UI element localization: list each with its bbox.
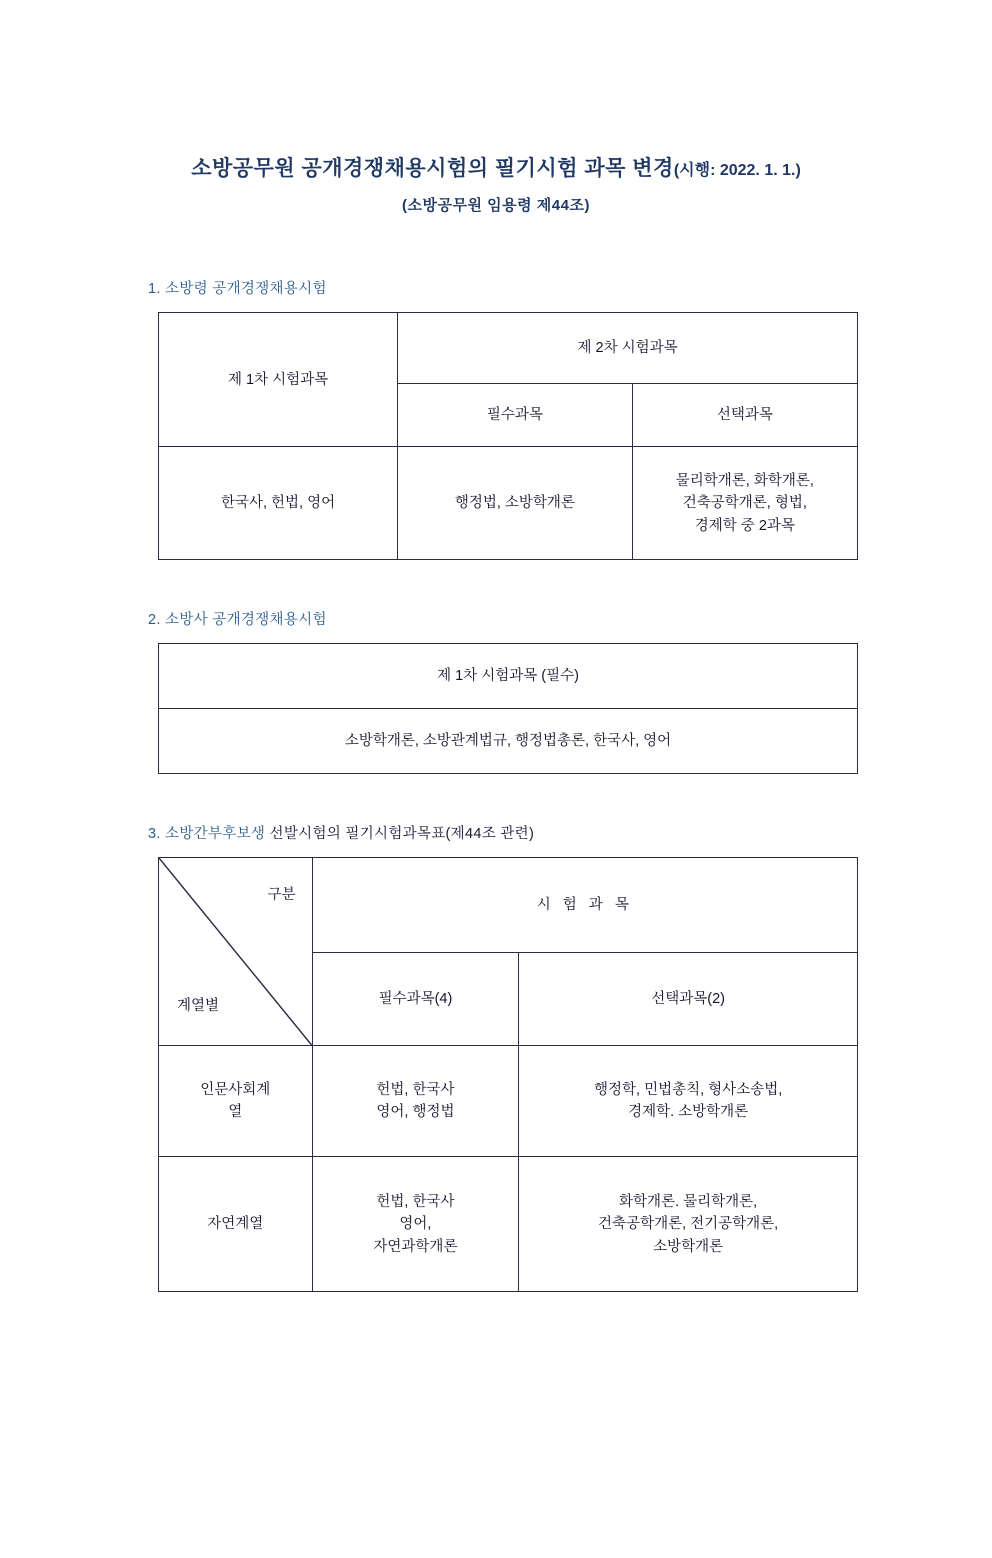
cell-category-humanities <box>159 1046 313 1157</box>
required-line: 자연과학개론 <box>373 1238 458 1255</box>
section-number-1: 1. <box>148 281 161 298</box>
table-row <box>159 709 858 774</box>
cell-required-subjects: 행정법, 소방학개론 <box>398 447 633 560</box>
header-elective-subjects: 선택과목 <box>632 384 857 447</box>
page-title-effective-date: (시행: 2022. 1. 1.) <box>673 162 801 179</box>
section-heading-3 <box>148 822 992 843</box>
header-required-4: 필수과목(4) <box>312 953 519 1046</box>
section-title-1: 소방령 공개경쟁채용시험 <box>165 281 327 298</box>
header-first-exam: 제 1차 시험과목 <box>159 313 398 447</box>
section-title-3-suffix: 선발시험의 필기시험과목표(제44조 관련) <box>265 826 535 843</box>
table-sobangsa <box>158 643 858 774</box>
table-soballyeong <box>158 312 858 560</box>
corner-label-bottom: 계열별 <box>177 997 220 1014</box>
table-row <box>159 644 858 709</box>
table-row <box>159 1046 858 1157</box>
cell-first-exam-subject-list: 소방학개론, 소방관계법규, 행정법총론, 한국사, 영어 <box>159 709 858 774</box>
elective-line: 경제학. 소방학개론 <box>628 1104 749 1121</box>
elective-line: 행정학, 민법총칙, 형사소송법, <box>594 1081 783 1098</box>
required-line: 헌법, 한국사 <box>376 1081 455 1098</box>
cell-elective-subjects <box>632 447 857 560</box>
header-first-exam-required: 제 1차 시험과목 (필수) <box>159 644 858 709</box>
document-page <box>0 155 992 1292</box>
cell-required-humanities <box>312 1046 519 1157</box>
cell-elective-humanities <box>519 1046 858 1157</box>
section-title-2: 소방사 공개경쟁채용시험 <box>165 612 327 629</box>
section-heading-1 <box>148 277 992 298</box>
page-subtitle: (소방공무원 임용령 제44조) <box>402 197 590 215</box>
elective-line: 화학개론. 물리학개론, <box>619 1193 758 1210</box>
cell-elective-natural <box>519 1157 858 1292</box>
cell-first-exam-subjects: 한국사, 헌법, 영어 <box>159 447 398 560</box>
table-row <box>159 447 858 560</box>
table-row <box>159 858 858 953</box>
section-title-3: 소방간부후보생 <box>165 826 266 843</box>
table-row <box>159 1157 858 1292</box>
elective-line: 경제학 중 2과목 <box>694 517 795 534</box>
category-line: 인문사회계 <box>200 1081 271 1098</box>
elective-line: 건축공학개론, 형법, <box>682 495 807 512</box>
title-block <box>0 155 992 215</box>
elective-line: 건축공학개론, 전기공학개론, <box>598 1216 779 1233</box>
header-exam-subjects: 시 험 과 목 <box>312 858 857 953</box>
page-title <box>0 155 992 182</box>
header-required-subjects: 필수과목 <box>398 384 633 447</box>
table-row <box>159 313 858 384</box>
elective-line: 물리학개론, 화학개론, <box>675 472 814 489</box>
cell-required-natural <box>312 1157 519 1292</box>
section-heading-2 <box>148 608 992 629</box>
header-second-exam: 제 2차 시험과목 <box>398 313 858 384</box>
corner-diagonal-cell <box>159 858 313 1046</box>
required-line: 영어, 행정법 <box>376 1104 455 1121</box>
page-title-main: 소방공무원 공개경쟁채용시험의 필기시험 과목 변경 <box>191 157 674 180</box>
category-line: 열 <box>228 1104 243 1121</box>
required-line: 헌법, 한국사 <box>376 1193 455 1210</box>
section-number-3: 3. <box>148 826 161 843</box>
category-line: 자연계열 <box>207 1216 264 1233</box>
elective-line: 소방학개론 <box>653 1238 724 1255</box>
section-number-2: 2. <box>148 612 161 629</box>
cell-category-natural <box>159 1157 313 1292</box>
header-elective-2: 선택과목(2) <box>519 953 858 1046</box>
corner-label-top: 구분 <box>267 887 296 904</box>
table-ganbuhubosaeng <box>158 857 858 1292</box>
required-line: 영어, <box>399 1216 432 1233</box>
